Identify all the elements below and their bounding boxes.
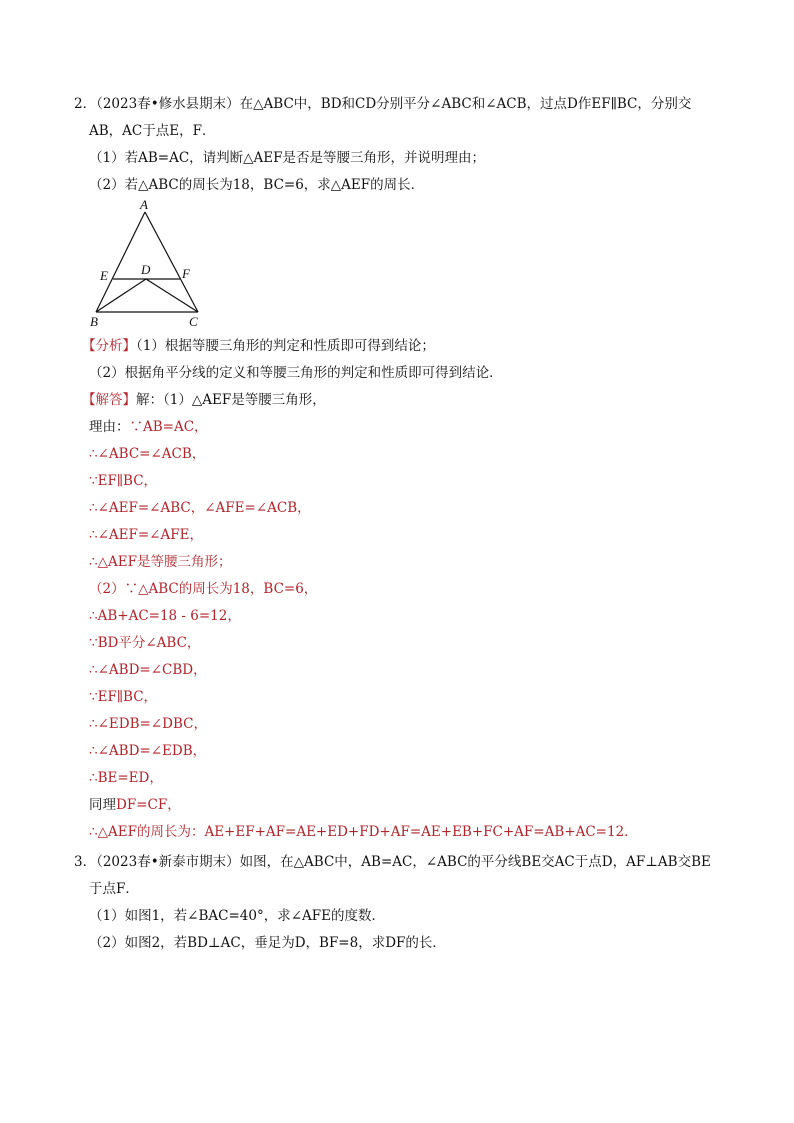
solution-step13: ∴BE=ED， bbox=[89, 770, 163, 786]
problem2-stem-line2: AB，AC于点E，F． bbox=[89, 123, 216, 139]
label-c: C bbox=[189, 314, 198, 329]
triangle-figure bbox=[88, 198, 210, 330]
problem3-stem-line2: 于点F． bbox=[89, 881, 139, 897]
problem3-question1: （1）如图1，若∠BAC=40°，求∠AFE的度数． bbox=[89, 908, 386, 924]
analysis-line2: （2）根据角平分线的定义和等腰三角形的判定和性质即可得到结论． bbox=[89, 365, 503, 381]
solution-step15 bbox=[89, 822, 638, 842]
reason-text: ∵AB=AC， bbox=[129, 419, 208, 435]
segment-cd bbox=[146, 279, 198, 312]
label-b: B bbox=[90, 314, 98, 329]
analysis-line1 bbox=[82, 336, 435, 356]
problem3-stem-line1: 3．（2023春•新泰市期末）如图，在△ABC中，AB=AC，∠ABC的平分线BE交AC于点D，AF⊥AB交BE bbox=[74, 854, 711, 870]
perimeter-prefix: ∴△AEF的周长为： bbox=[89, 824, 205, 840]
solution-step8: ∵BD平分∠ABC， bbox=[89, 635, 201, 651]
label-a: A bbox=[140, 198, 148, 212]
solution-step1: ∴∠ABC=∠ACB， bbox=[89, 446, 206, 462]
problem2-question2: （2）若△ABC的周长为18，BC=6，求△AEF的周长． bbox=[89, 177, 425, 193]
solution-step9: ∴∠ABD=∠CBD， bbox=[89, 662, 207, 678]
label-f: F bbox=[182, 266, 190, 281]
analysis-tag: 【分析】 bbox=[82, 338, 136, 354]
reason-prefix: 理由： bbox=[89, 419, 130, 435]
problem3-question2: （2）如图2，若BD⊥AC，垂足为D，BF=8，求DF的长． bbox=[89, 935, 446, 951]
solution-step3: ∴∠AEF=∠ABC，∠AFE=∠ACB， bbox=[89, 500, 311, 516]
side-ab bbox=[96, 212, 145, 312]
similarly-text: DF=CF， bbox=[116, 797, 181, 813]
solution-reason bbox=[89, 417, 208, 437]
solution-step4: ∴∠AEF=∠AFE， bbox=[89, 527, 203, 543]
problem2-question1: （1）若AB=AC，请判断△AEF是否是等腰三角形，并说明理由； bbox=[89, 150, 486, 166]
perimeter-text: AE+EF+AF=AE+ED+FD+AF=AE+EB+FC+AF=AB+AC=12． bbox=[204, 824, 638, 840]
problem2-stem-line1: 2．（2023春•修水县期末）在△ABC中，BD和CD分别平分∠ABC和∠ACB，过点D作EF∥BC，分别交 bbox=[74, 96, 692, 112]
solution-step10: ∵EF∥BC， bbox=[89, 689, 158, 705]
side-ac bbox=[145, 212, 198, 312]
solution-step14 bbox=[89, 795, 181, 815]
solution-step2: ∵EF∥BC， bbox=[89, 473, 158, 489]
solution-step6: （2）∵△ABC的周长为18，BC=6， bbox=[89, 581, 318, 597]
solution-step12: ∴∠ABD=∠EDB， bbox=[89, 743, 207, 759]
solution-step5: ∴△AEF是等腰三角形； bbox=[89, 554, 232, 570]
label-e: E bbox=[100, 268, 108, 283]
solution-step7: ∴AB+AC=18 - 6=12， bbox=[89, 608, 241, 624]
solution-head-text: 解：（1）△AEF是等腰三角形， bbox=[136, 392, 326, 408]
label-d: D bbox=[141, 262, 151, 277]
solution-head bbox=[82, 390, 326, 410]
solution-step11: ∴∠EDB=∠DBC， bbox=[89, 716, 207, 732]
analysis-text1: （1）根据等腰三角形的判定和性质即可得到结论； bbox=[136, 338, 435, 354]
solution-tag: 【解答】 bbox=[82, 392, 136, 408]
similarly-prefix: 同理 bbox=[89, 797, 116, 813]
